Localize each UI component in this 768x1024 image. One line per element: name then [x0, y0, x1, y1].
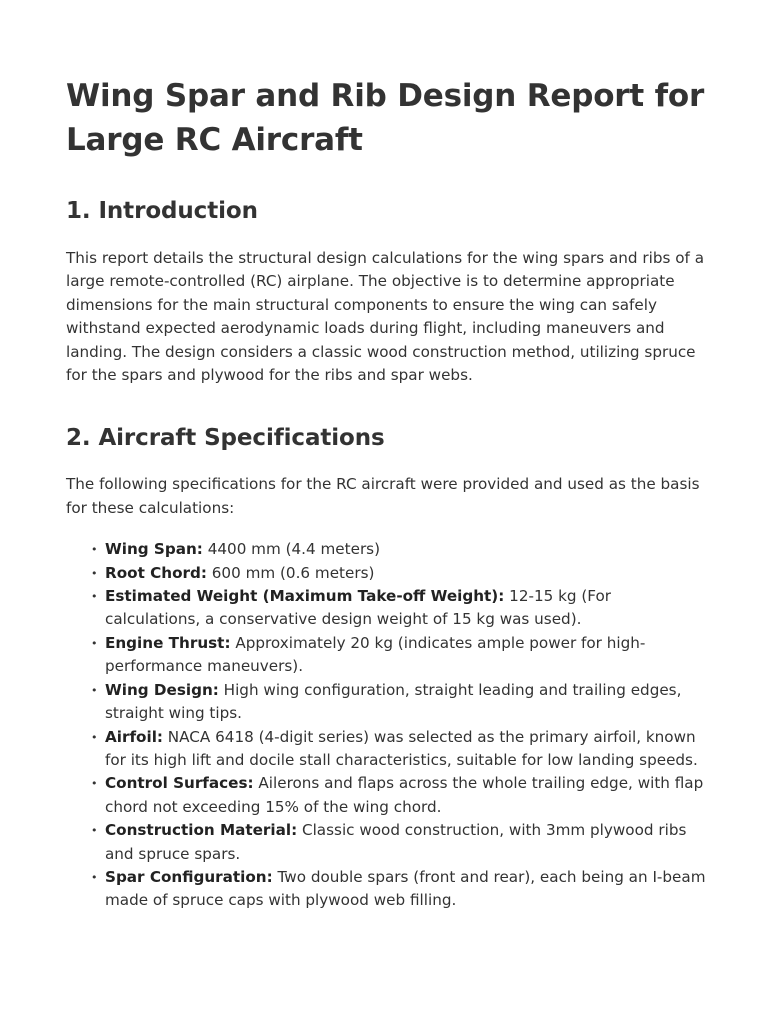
bullet-icon: •: [91, 730, 98, 744]
bullet-icon: •: [91, 870, 98, 884]
section-heading-introduction: 1. Introduction: [66, 198, 258, 224]
list-item-text: NACA 6418 (4-digit series) was selected as the primary airfoil, known for its high lift and docile stall characteristics, suitable for low landing speeds.: [105, 727, 698, 769]
bullet-icon: •: [91, 683, 98, 697]
list-item-engine-thrust: [91, 632, 708, 679]
list-item-spar-configuration: [91, 866, 708, 913]
list-item-wing-span: [91, 538, 708, 561]
bullet-icon: •: [91, 566, 98, 580]
list-item-label: Spar Configuration:: [105, 867, 273, 886]
list-item-root-chord: [91, 562, 708, 585]
list-item-text: 600 mm (0.6 meters): [206, 563, 375, 582]
list-item-estimated-weight: [91, 585, 708, 632]
list-item-text: Ailerons and flaps across the whole trailing edge, with flap chord not exceeding 15% of the wing chord.: [105, 774, 704, 816]
bullet-icon: •: [91, 636, 98, 650]
list-item-label: Root Chord:: [105, 563, 207, 582]
bullet-icon: •: [91, 543, 98, 557]
list-item-construction-material: [91, 819, 708, 866]
list-item-text: 4400 mm (4.4 meters): [202, 540, 381, 559]
document-title: Wing Spar and Rib Design Report for Large RC Aircraft: [66, 78, 705, 158]
list-item-label: Control Surfaces:: [105, 774, 254, 793]
list-item-text: High wing configuration, straight leading and trailing edges, straight wing tips.: [105, 680, 682, 723]
list-item-text: Two double spars (front and rear), each being an I-beam made of spruce caps with plywood web filling.: [105, 867, 706, 910]
list-item-label: Construction Material:: [105, 821, 298, 840]
list-item-wing-design: [91, 679, 708, 726]
list-item-text: Classic wood construction, with 3mm plywood ribs and spruce spars.: [105, 821, 687, 863]
specifications-intro-paragraph: The following specifications for the RC aircraft were provided and used as the basis for these calculations:: [66, 475, 700, 517]
section-heading-aircraft-specifications: 2. Aircraft Specifications: [66, 425, 385, 452]
list-item-label: Engine Thrust:: [105, 633, 231, 652]
list-item-airfoil: [91, 726, 708, 773]
bullet-icon: •: [91, 590, 98, 604]
list-item-label: Airfoil:: [105, 727, 163, 746]
list-item-text: 12-15 kg (For calculations, a conservative design weight of 15 kg was used).: [105, 587, 612, 629]
bullet-icon: •: [91, 824, 98, 838]
list-item-label: Wing Span:: [105, 540, 203, 559]
introduction-paragraph: This report details the structural design calculations for the wing spars and ribs of a large remote-controlled (RC) airplane. The objective is to determine appropriate dimensions for the main structural components to ensure the wing can safely withstand expected aerodynamic loads during flight, including maneuvers and landing. The design considers a classic wood construction method, utilizing spruce for the spars and plywood for the ribs and spar webs.: [66, 249, 705, 385]
list-item-label: Estimated Weight (Maximum Take-off Weight):: [105, 587, 505, 606]
list-item-control-surfaces: [91, 772, 708, 819]
bullet-icon: •: [91, 777, 98, 791]
list-item-label: Wing Design:: [105, 680, 219, 699]
specifications-list: [66, 538, 708, 913]
list-item-text: Approximately 20 kg (indicates ample power for high-performance maneuvers).: [105, 633, 646, 676]
